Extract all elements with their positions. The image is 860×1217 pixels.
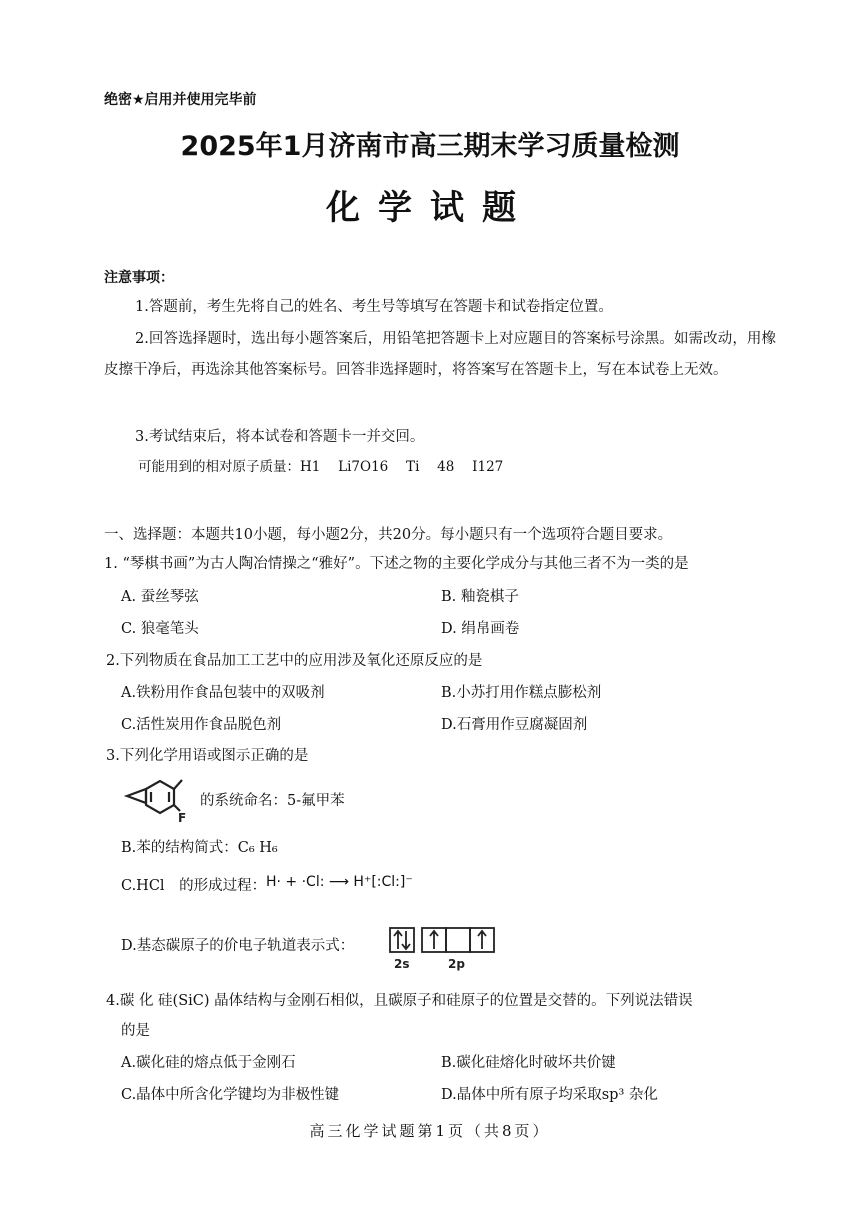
q4-stem-line1: 4.碳 化 硅(SiC) 晶体结构与金刚石相似，且碳原子和硅原子的位置是交替的。下列说法错误	[106, 993, 693, 1009]
q2-option-c: C.活性炭用作食品脱色剂	[121, 717, 282, 733]
q4-option-d: D.晶体中所有原子均采取sp³ 杂化	[441, 1087, 658, 1103]
q2-option-d: D.石膏用作豆腐凝固剂	[441, 717, 588, 733]
svg-text:2p: 2p	[448, 957, 465, 971]
q2-stem: 2.下列物质在食品加工工艺中的应用涉及氧化还原反应的是	[106, 653, 483, 669]
notice-item-1: 1.答题前，考生先将自己的姓名、考生号等填写在答题卡和试卷指定位置。	[135, 299, 613, 315]
secret-label: 绝密★启用并使用完毕前	[104, 92, 257, 108]
q4-option-c: C.晶体中所含化学键均为非极性键	[121, 1087, 340, 1103]
q4-stem-line2: 的是	[121, 1023, 150, 1039]
fluorotoluene-structure	[124, 772, 204, 824]
page-footer: 高三化学试题第1页（共8页）	[309, 1122, 551, 1140]
q3-stem: 3.下列化学用语或图示正确的是	[106, 748, 309, 764]
subject-title: 化学试题	[326, 188, 534, 228]
atomic-mass: 可能用到的相对原子质量：H1 Li7O16 Ti 48 I127	[138, 459, 504, 475]
exam-title: 2025年1月济南市高三期末学习质量检测	[180, 131, 680, 162]
q3-option-d: D.基态碳原子的价电子轨道表示式：	[121, 938, 355, 954]
notice-item-2: 2.回答选择题时，选出每小题答案后，用铅笔把答题卡上对应题目的答案标号涂黑。如需改动，用橡皮擦干净后，再选涂其他答案标号。回答非选择题时，将答案写在答题卡上，写在本试卷上无效。	[104, 331, 776, 378]
notice-heading: 注意事项：	[104, 270, 174, 286]
section-heading: 一、选择题：本题共10小题，每小题2分，共20分。每小题只有一个选项符合题目要求。	[104, 527, 673, 543]
notice-item-3: 3.考试结束后，将本试卷和答题卡一并交回。	[135, 429, 425, 445]
q3-option-c: C.HCl 的形成过程：	[121, 878, 267, 894]
q3-option-b: B.苯的结构简式：C₆ H₆	[121, 840, 278, 856]
svg-text:2s: 2s	[394, 957, 410, 971]
q1-option-d: D. 绢帛画卷	[441, 621, 520, 637]
carbon-orbital-diagram	[388, 926, 500, 972]
q1-option-b: B. 釉瓷棋子	[441, 589, 519, 605]
q1-stem: 1. “琴棋书画”为古人陶冶情操之“雅好”。下述之物的主要化学成分与其他三者不为一类的是	[104, 556, 689, 572]
fluorine-atom: F	[178, 811, 187, 824]
q2-option-a: A.铁粉用作食品包装中的双吸剂	[121, 685, 325, 701]
hcl-formation-equation: H· + ·Cl: ⟶ H⁺[:Cl:]⁻	[266, 874, 413, 890]
q4-option-a: A.碳化硅的熔点低于金刚石	[121, 1055, 296, 1071]
q2-option-b: B.小苏打用作糕点膨松剂	[441, 685, 602, 701]
q1-option-c: C. 狼毫笔头	[121, 621, 199, 637]
q1-option-a: A. 蚕丝琴弦	[121, 589, 199, 605]
q3-option-a: 的系统命名：5-氟甲苯	[200, 793, 345, 809]
q4-option-b: B.碳化硅熔化时破坏共价键	[441, 1055, 616, 1071]
